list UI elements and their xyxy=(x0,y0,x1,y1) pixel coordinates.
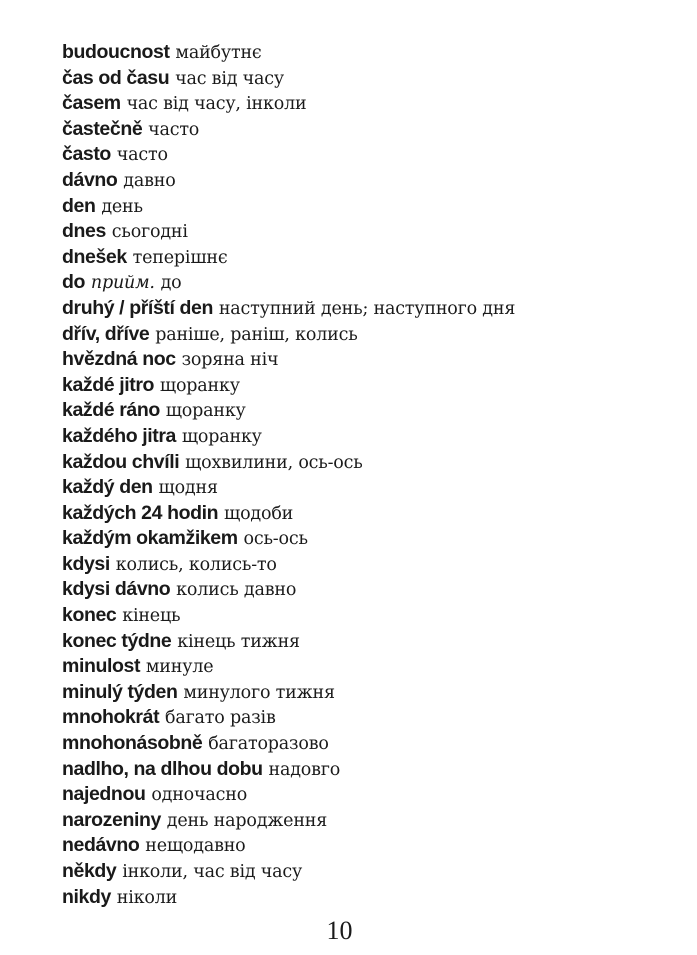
entry-translation: щодня xyxy=(158,478,218,499)
list-item xyxy=(62,603,682,629)
list-item xyxy=(62,654,682,680)
grammar-note: прийм. xyxy=(90,273,155,294)
entry-term: kdysi xyxy=(62,552,110,575)
list-item xyxy=(62,833,682,859)
entry-translation: наступний день; наступного дня xyxy=(218,298,516,319)
list-item xyxy=(62,66,682,92)
entry-translation: колись, колись-то xyxy=(115,554,277,575)
page-number-text: 10 xyxy=(326,916,353,945)
list-item xyxy=(62,117,682,143)
entry-term: nikdy xyxy=(62,885,111,908)
entry-translation: часто xyxy=(148,119,200,140)
entry-translation: інколи, час від часу xyxy=(122,862,303,882)
entry-translation: нещодавно xyxy=(145,836,246,857)
entry-term: kdysi dávno xyxy=(62,578,171,601)
list-item xyxy=(62,885,682,911)
list-item xyxy=(62,398,682,424)
list-item xyxy=(62,219,682,245)
entry-translation: щохвилини, ось-ось xyxy=(185,452,363,473)
entry-term: budoucnost xyxy=(62,41,170,63)
list-item xyxy=(62,40,682,66)
entry-translation: ось-ось xyxy=(243,529,308,550)
entry-translation: день xyxy=(101,196,143,217)
vocabulary-list xyxy=(62,40,682,910)
list-item xyxy=(62,142,682,168)
entry-term: každý den xyxy=(62,476,153,499)
entry-translation: теперішнє xyxy=(132,247,228,268)
entry-term: mnohonásobně xyxy=(62,732,203,755)
entry-term: najednou xyxy=(62,783,146,806)
entry-term: nedávno xyxy=(62,834,140,857)
entry-term: každé ráno xyxy=(62,399,160,422)
list-item xyxy=(62,91,682,117)
entry-term: nadlho, na dlhou dobu xyxy=(62,757,263,780)
list-item xyxy=(62,705,682,731)
entry-term: dřív, dříve xyxy=(62,322,150,345)
entry-translation: ніколи xyxy=(116,887,178,908)
list-item xyxy=(62,270,682,296)
list-item xyxy=(62,552,682,578)
entry-translation: час від часу xyxy=(175,68,284,89)
list-item xyxy=(62,450,682,476)
entry-translation: надовго xyxy=(268,759,341,780)
entry-term: druhý / příští den xyxy=(62,296,213,319)
list-item xyxy=(62,194,682,220)
entry-term: mnohokrát xyxy=(62,706,160,729)
entry-term: minulost xyxy=(62,655,141,678)
entry-translation: багаторазово xyxy=(208,734,329,755)
entry-term: častečně xyxy=(62,117,143,140)
entry-translation: часто xyxy=(116,145,168,166)
entry-term: do xyxy=(62,271,86,294)
list-item xyxy=(62,475,682,501)
entry-term: každého jitra xyxy=(62,424,176,447)
entry-translation: кінець тижня xyxy=(177,631,300,652)
entry-translation: день народження xyxy=(166,810,328,831)
list-item xyxy=(62,168,682,194)
entry-term: konec xyxy=(62,604,117,627)
entry-term: čas od času xyxy=(62,66,170,89)
entry-term: každých 24 hodin xyxy=(62,501,219,524)
entry-translation: раніше, раніш, колись xyxy=(155,324,358,345)
entry-term: každým okamžikem xyxy=(62,527,238,550)
list-item xyxy=(62,577,682,603)
list-item xyxy=(62,859,682,885)
entry-term: den xyxy=(62,194,96,217)
entry-term: časem xyxy=(62,92,121,115)
entry-translation: сьогодні xyxy=(111,222,188,243)
entry-translation: минуле xyxy=(145,657,214,678)
entry-term: konec týdne xyxy=(62,629,172,652)
entry-term: dnešek xyxy=(62,245,127,268)
entry-translation: минулого тижня xyxy=(183,682,335,703)
entry-term: každou chvíli xyxy=(62,450,180,473)
entry-translation: час від часу, інколи xyxy=(126,94,307,115)
list-item xyxy=(62,757,682,783)
entry-term: hvězdná noc xyxy=(62,348,176,371)
entry-term: někdy xyxy=(62,860,117,882)
entry-term: každé jitro xyxy=(62,373,155,396)
entry-translation: багато разів xyxy=(165,708,276,729)
list-item xyxy=(62,526,682,552)
entry-translation: кінець xyxy=(122,606,181,627)
list-item xyxy=(62,373,682,399)
entry-translation: одночасно xyxy=(151,785,248,806)
entry-translation: зоряна ніч xyxy=(181,350,279,371)
list-item xyxy=(62,245,682,271)
list-item xyxy=(62,808,682,834)
entry-translation: щоранку xyxy=(159,375,240,396)
entry-translation: щодоби xyxy=(224,503,294,524)
entry-term: dnes xyxy=(62,220,106,243)
entry-term: dávno xyxy=(62,168,118,191)
entry-translation: до xyxy=(160,273,182,294)
list-item xyxy=(62,347,682,373)
entry-term: minulý týden xyxy=(62,680,178,703)
list-item xyxy=(62,680,682,706)
list-item xyxy=(62,296,682,322)
list-item xyxy=(62,731,682,757)
entry-translation: колись давно xyxy=(176,580,297,601)
list-item xyxy=(62,629,682,655)
entry-term: často xyxy=(62,143,111,166)
list-item xyxy=(62,501,682,527)
entry-translation: щоранку xyxy=(165,401,246,422)
entry-term: narozeniny xyxy=(62,808,161,831)
page-number xyxy=(0,916,697,946)
entry-translation: щоранку xyxy=(181,426,262,447)
list-item xyxy=(62,782,682,808)
list-item xyxy=(62,424,682,450)
list-item xyxy=(62,322,682,348)
entry-translation: давно xyxy=(123,170,176,191)
entry-translation: майбутнє xyxy=(175,43,262,63)
